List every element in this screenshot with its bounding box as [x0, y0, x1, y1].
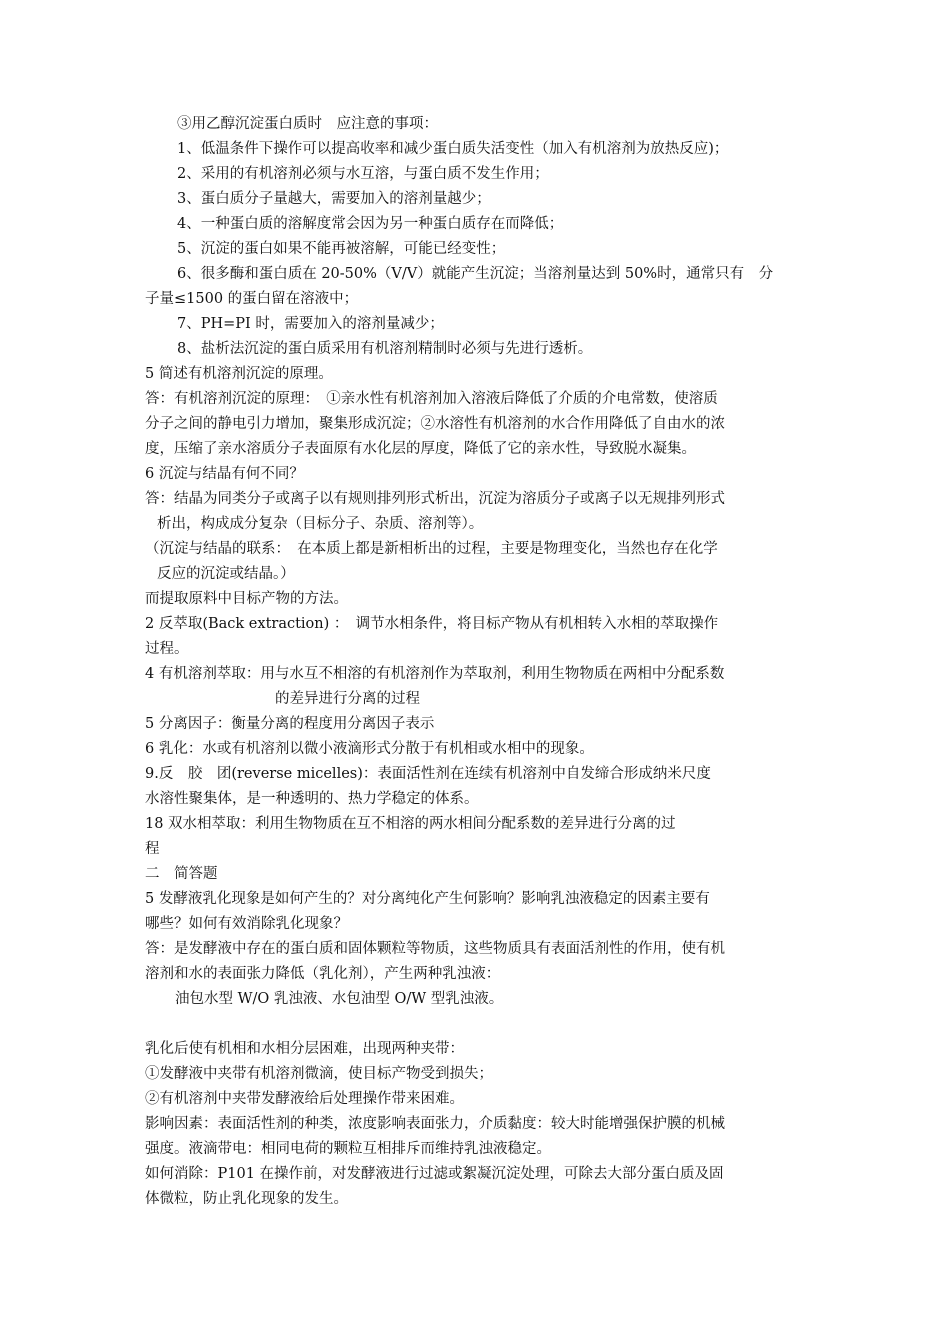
text-line: 4、一种蛋白质的溶解度常会因为另一种蛋白质存在而降低； — [177, 216, 564, 232]
text-line: 哪些？如何有效消除乳化现象？ — [145, 916, 348, 932]
text-line: 分子之间的静电引力增加，聚集形成沉淀；②水溶性有机溶剂的水合作用降低了自由水的浓 — [145, 416, 725, 432]
text-line: 强度。液滴带电：相同电荷的颗粒互相排斥而维持乳浊液稳定。 — [145, 1141, 551, 1157]
text-line: 度，压缩了亲水溶质分子表面原有水化层的厚度，降低了它的亲水性，导致脱水凝集。 — [145, 441, 696, 457]
text-line: ②有机溶剂中夹带发酵液给后处理操作带来困难。 — [145, 1091, 464, 1107]
text-line: 溶剂和水的表面张力降低（乳化剂），产生两种乳浊液： — [145, 966, 501, 982]
term-definition: 2 反萃取(Back extraction) ： 调节水相条件，将目标产物从有机相转入水相的萃取操作 — [145, 616, 719, 632]
text-line: 而提取原料中目标产物的方法。 — [145, 591, 348, 607]
text-line: 体微粒，防止乳化现象的发生。 — [145, 1191, 348, 1207]
text-line: 答：有机溶剂沉淀的原理： ①亲水性有机溶剂加入溶液后降低了介质的介电常数，使溶质 — [145, 391, 718, 407]
text-line: 答：是发酵液中存在的蛋白质和固体颗粒等物质，这些物质具有表面活剂性的作用，使有机 — [145, 941, 725, 957]
text-line: ③用乙醇沉淀蛋白质时 应注意的事项： — [177, 116, 438, 132]
question-heading: 6 沉淀与结晶有何不同？ — [145, 466, 304, 482]
text-line: 答：结晶为同类分子或离子以有规则排列形式析出，沉淀为溶质分子或离子以无规排列形式 — [145, 491, 725, 507]
term-definition: 9.反 胶 团(reverse micelles)：表面活性剂在连续有机溶剂中自发缔合形成纳米尺度 — [145, 766, 711, 782]
text-line: 水溶性聚集体，是一种透明的、热力学稳定的体系。 — [145, 791, 479, 807]
text-line: 程 — [145, 841, 160, 857]
question-heading: 5 发酵液乳化现象是如何产生的？对分离纯化产生何影响？影响乳浊液稳定的因素主要有 — [145, 891, 710, 907]
text-line: 8、盐析法沉淀的蛋白质采用有机溶剂精制时必须与先进行透析。 — [177, 341, 593, 357]
text-line: 如何消除：P101 在操作前，对发酵液进行过滤或絮凝沉淀处理，可除去大部分蛋白质及固 — [145, 1166, 724, 1182]
text-line: 6、很多酶和蛋白质在 20-50%（V/V）就能产生沉淀；当溶剂量达到 50%时，通常只有 分 — [177, 266, 774, 282]
term-definition: 6 乳化：水或有机溶剂以微小液滴形式分散于有机相或水相中的现象。 — [145, 741, 594, 757]
text-line: 2、采用的有机溶剂必须与水互溶，与蛋白质不发生作用； — [177, 166, 549, 182]
text-line: 的差异进行分离的过程 — [275, 691, 420, 707]
text-line: 乳化后使有机相和水相分层困难，出现两种夹带： — [145, 1041, 464, 1057]
text-line: 析出，构成成分复杂（目标分子、杂质、溶剂等）。 — [157, 516, 484, 532]
text-line: 子量≤1500 的蛋白留在溶液中； — [145, 291, 359, 307]
term-definition: 4 有机溶剂萃取：用与水互不相溶的有机溶剂作为萃取剂，利用生物物质在两相中分配系数 — [145, 666, 725, 682]
section-heading: 二 简答题 — [145, 866, 218, 882]
text-line: 油包水型 W/O 乳浊液、水包油型 O/W 型乳浊液。 — [175, 991, 504, 1007]
document-page — [145, 112, 810, 1212]
text-line: ①发酵液中夹带有机溶剂微滴，使目标产物受到损失； — [145, 1066, 493, 1082]
text-line: 影响因素：表面活性剂的种类，浓度影响表面张力，介质黏度：较大时能增强保护膜的机械 — [145, 1116, 725, 1132]
text-line: 过程。 — [145, 641, 189, 657]
term-definition: 5 分离因子：衡量分离的程度用分离因子表示 — [145, 716, 435, 732]
text-line: 3、蛋白质分子量越大，需要加入的溶剂量越少； — [177, 191, 491, 207]
text-line: （沉淀与结晶的联系： 在本质上都是新相析出的过程，主要是物理变化，当然也存在化学 — [145, 541, 718, 557]
text-line: 7、PH=PI 时，需要加入的溶剂量减少； — [177, 316, 444, 332]
term-definition: 18 双水相萃取：利用生物物质在互不相溶的两水相间分配系数的差异进行分离的过 — [145, 816, 676, 832]
text-line: 5、沉淀的蛋白如果不能再被溶解，可能已经变性； — [177, 241, 506, 257]
text-line: 1、低温条件下操作可以提高收率和减少蛋白质失活变性（加入有机溶剂为放热反应)； — [177, 141, 729, 157]
text-line: 反应的沉淀或结晶。） — [157, 566, 295, 582]
blank-line — [145, 1012, 810, 1037]
question-heading: 5 简述有机溶剂沉淀的原理。 — [145, 366, 333, 382]
